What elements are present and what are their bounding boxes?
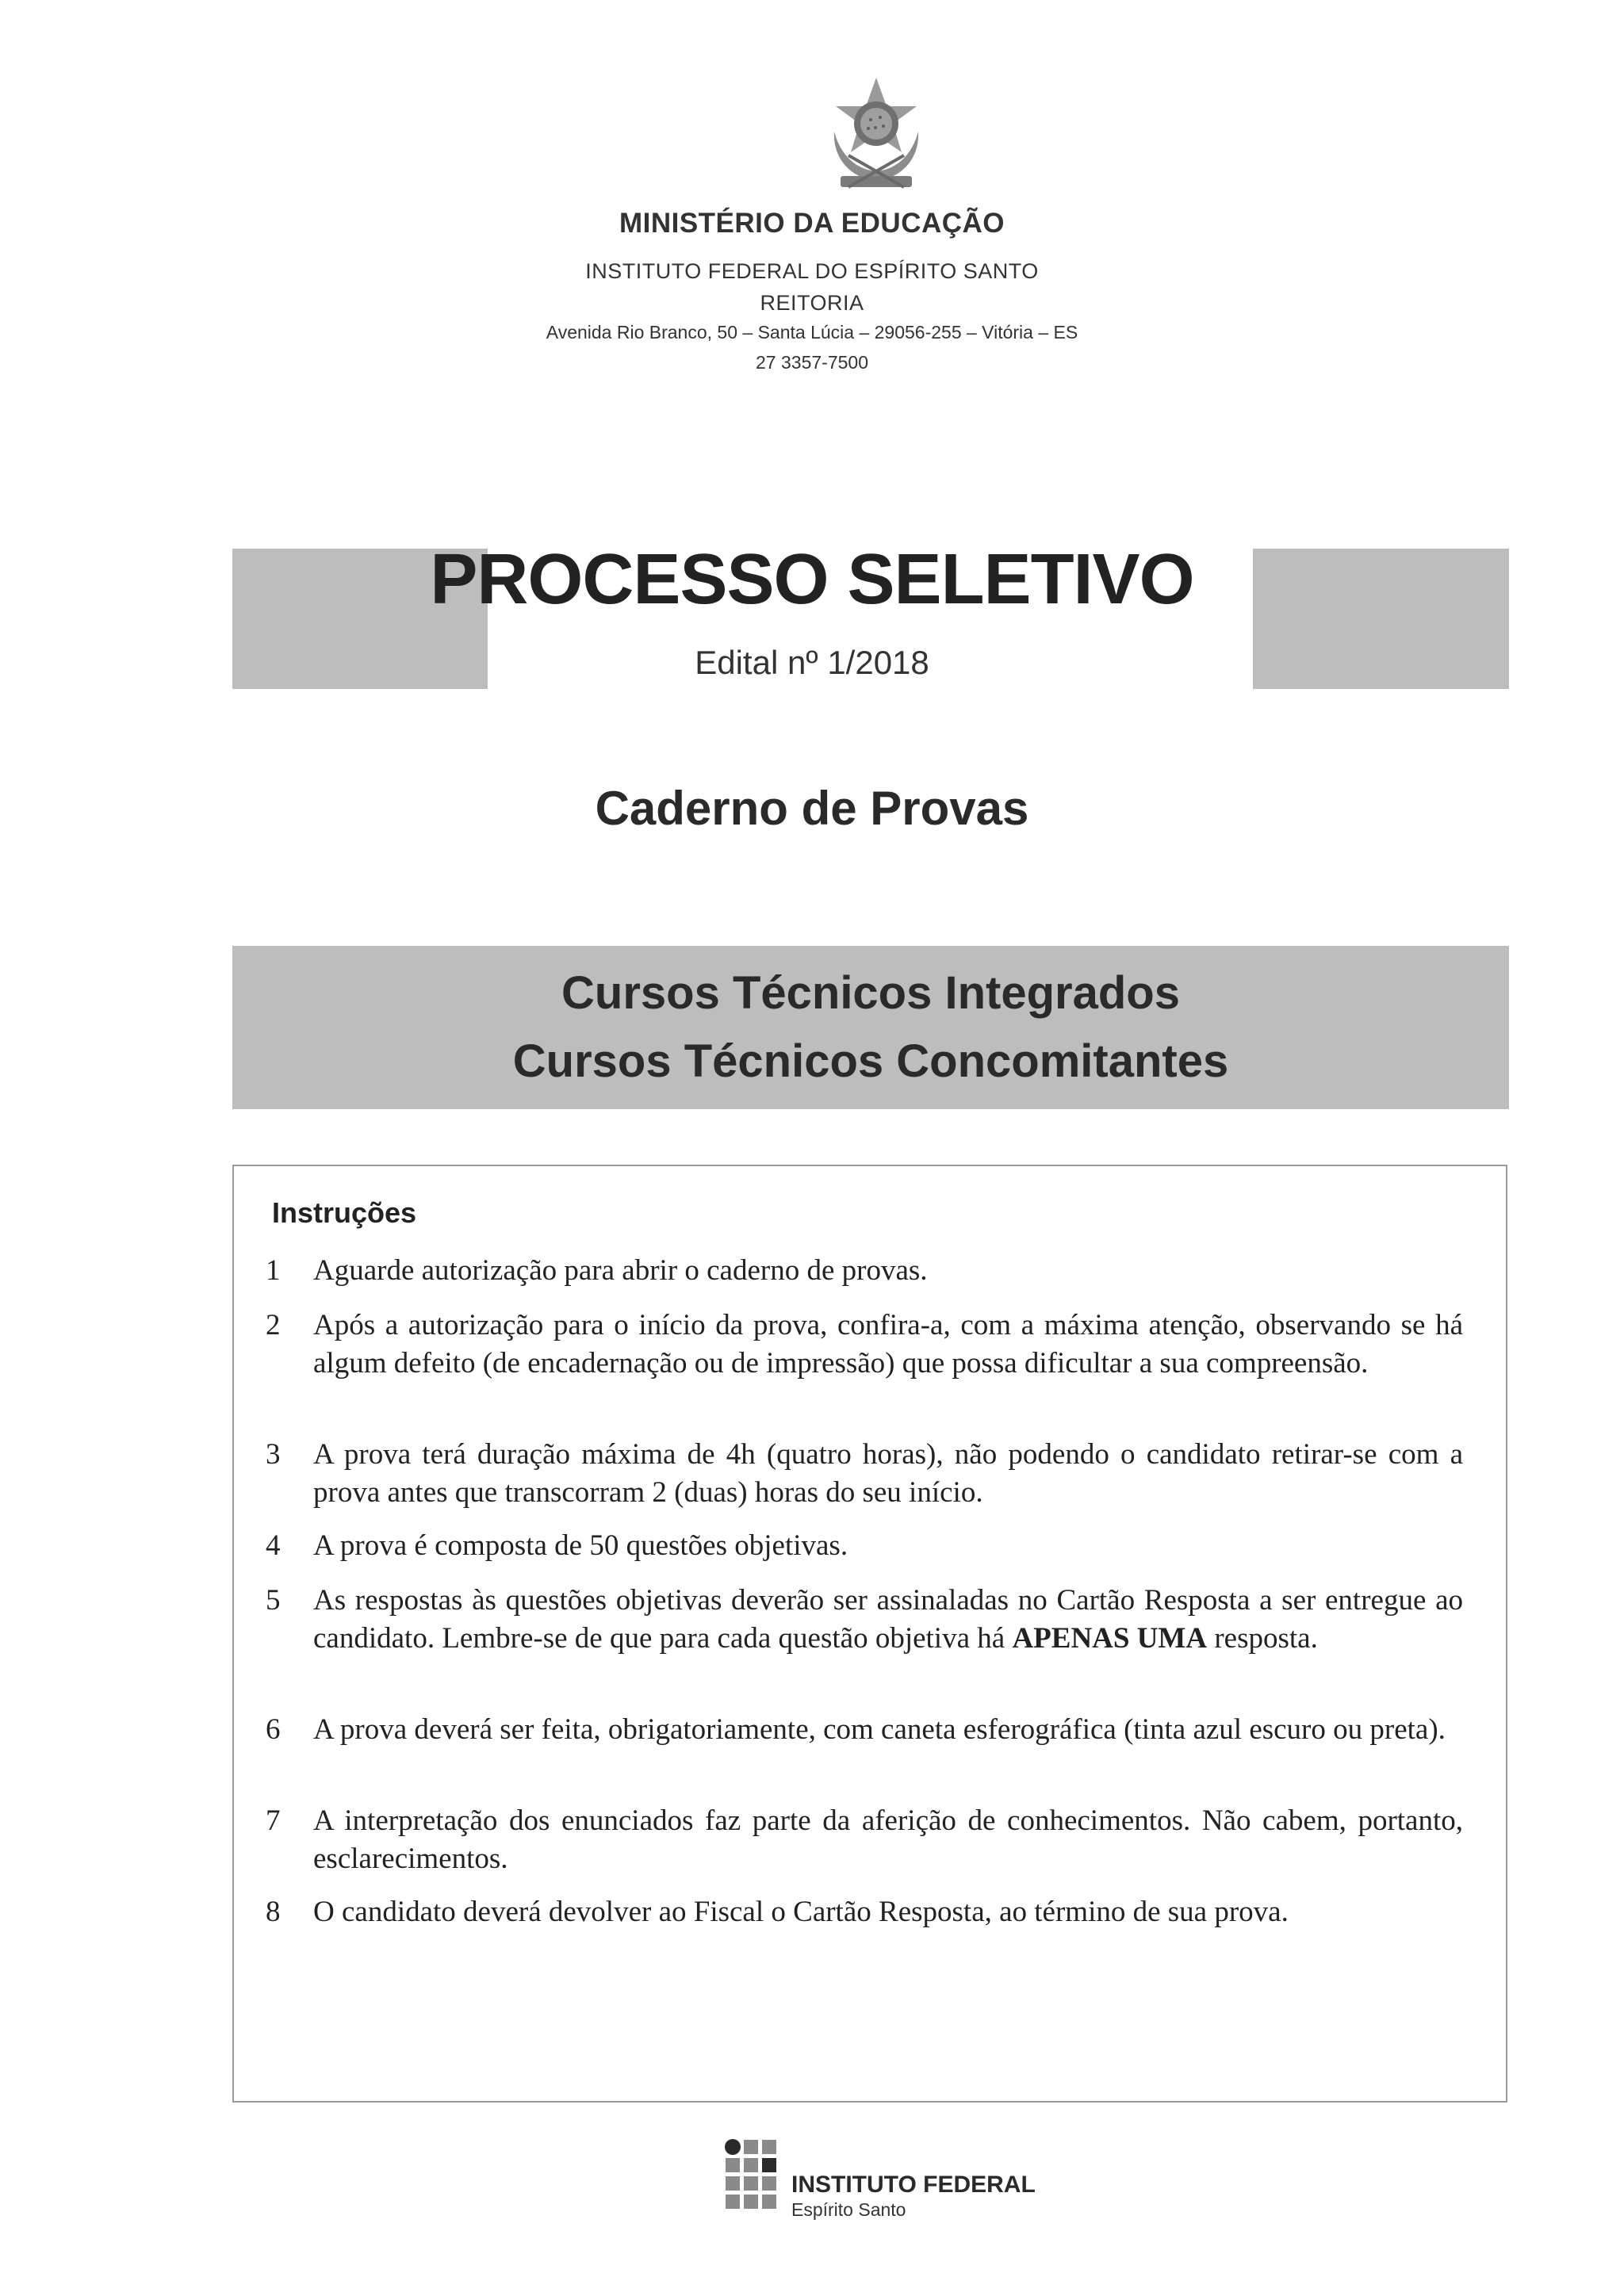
instruction-number: 2 [266,1309,281,1341]
instruction-number: 3 [266,1438,281,1471]
ministry-name: MINISTÉRIO DA EDUCAÇÃO [619,208,1005,239]
instruction-text-part: resposta. [1207,1622,1318,1655]
instruction-text: O candidato deverá devolver ao Fiscal o Cartão Resposta, ao término de sua prova. [313,1896,1289,1928]
instruction-text: A interpretação dos enunciados faz parte da aferição de conhecimentos. Não cabem, portanto, esclarecimentos. [313,1804,1463,1875]
instructions-heading: Instruções [272,1196,417,1229]
emphasis-text: APENAS UMA [1012,1622,1208,1655]
instruction-number: 8 [266,1896,281,1928]
instruction-text: Aguarde autorização para abrir o caderno de provas. [313,1254,928,1287]
coat-of-arms-seal [817,76,936,195]
instruction-text: A prova deverá ser feita, obrigatoriamente, com caneta esferográfica (tinta azul escuro ou preta). [313,1713,1446,1746]
unit-name: REITORIA [760,291,864,315]
courses-banner [232,946,1509,1109]
instruction-number: 1 [266,1254,281,1287]
phone-number: 27 3357-7500 [756,352,868,373]
edital-number: Edital nº 1/2018 [695,644,929,681]
instituto-federal-logo-icon [724,2138,799,2213]
logo-subtitle: Espírito Santo [791,2199,906,2220]
instructions-box [232,1165,1507,2103]
instruction-number: 4 [266,1529,281,1562]
instruction-number: 7 [266,1804,281,1837]
institute-name: INSTITUTO FEDERAL DO ESPÍRITO SANTO [585,259,1039,283]
instruction-text: A prova é composta de 50 questões objetivas. [313,1529,848,1562]
instruction-number: 5 [266,1584,281,1617]
instruction-text: A prova terá duração máxima de 4h (quatro horas), não podendo o candidato retirar-se com a prova antes que transcorram 2 (duas) horas do seu início. [313,1438,1463,1509]
address: Avenida Rio Branco, 50 – Santa Lúcia – 29056-255 – Vitória – ES [546,322,1078,342]
instruction-text [313,1582,1463,1658]
course-line: Cursos Técnicos Integrados [561,967,1180,1019]
booklet-title: Caderno de Provas [595,782,1029,835]
instruction-text-part: As respostas às questões objetivas deverão ser assinaladas no Cartão Resposta a ser entregue ao candidato. Lembre-se de que para cada questão objetiva há [313,1584,1463,1655]
instruction-number: 6 [266,1713,281,1746]
logo-name: INSTITUTO FEDERAL [791,2172,1036,2198]
page-title: PROCESSO SELETIVO [430,540,1194,619]
course-line: Cursos Técnicos Concomitantes [512,1035,1229,1087]
instruction-text: Após a autorização para o início da prova, confira-a, com a máxima atenção, observando se há algum defeito (de encadernação ou de impressão) que possa dificultar a sua compreensão. [313,1309,1463,1380]
